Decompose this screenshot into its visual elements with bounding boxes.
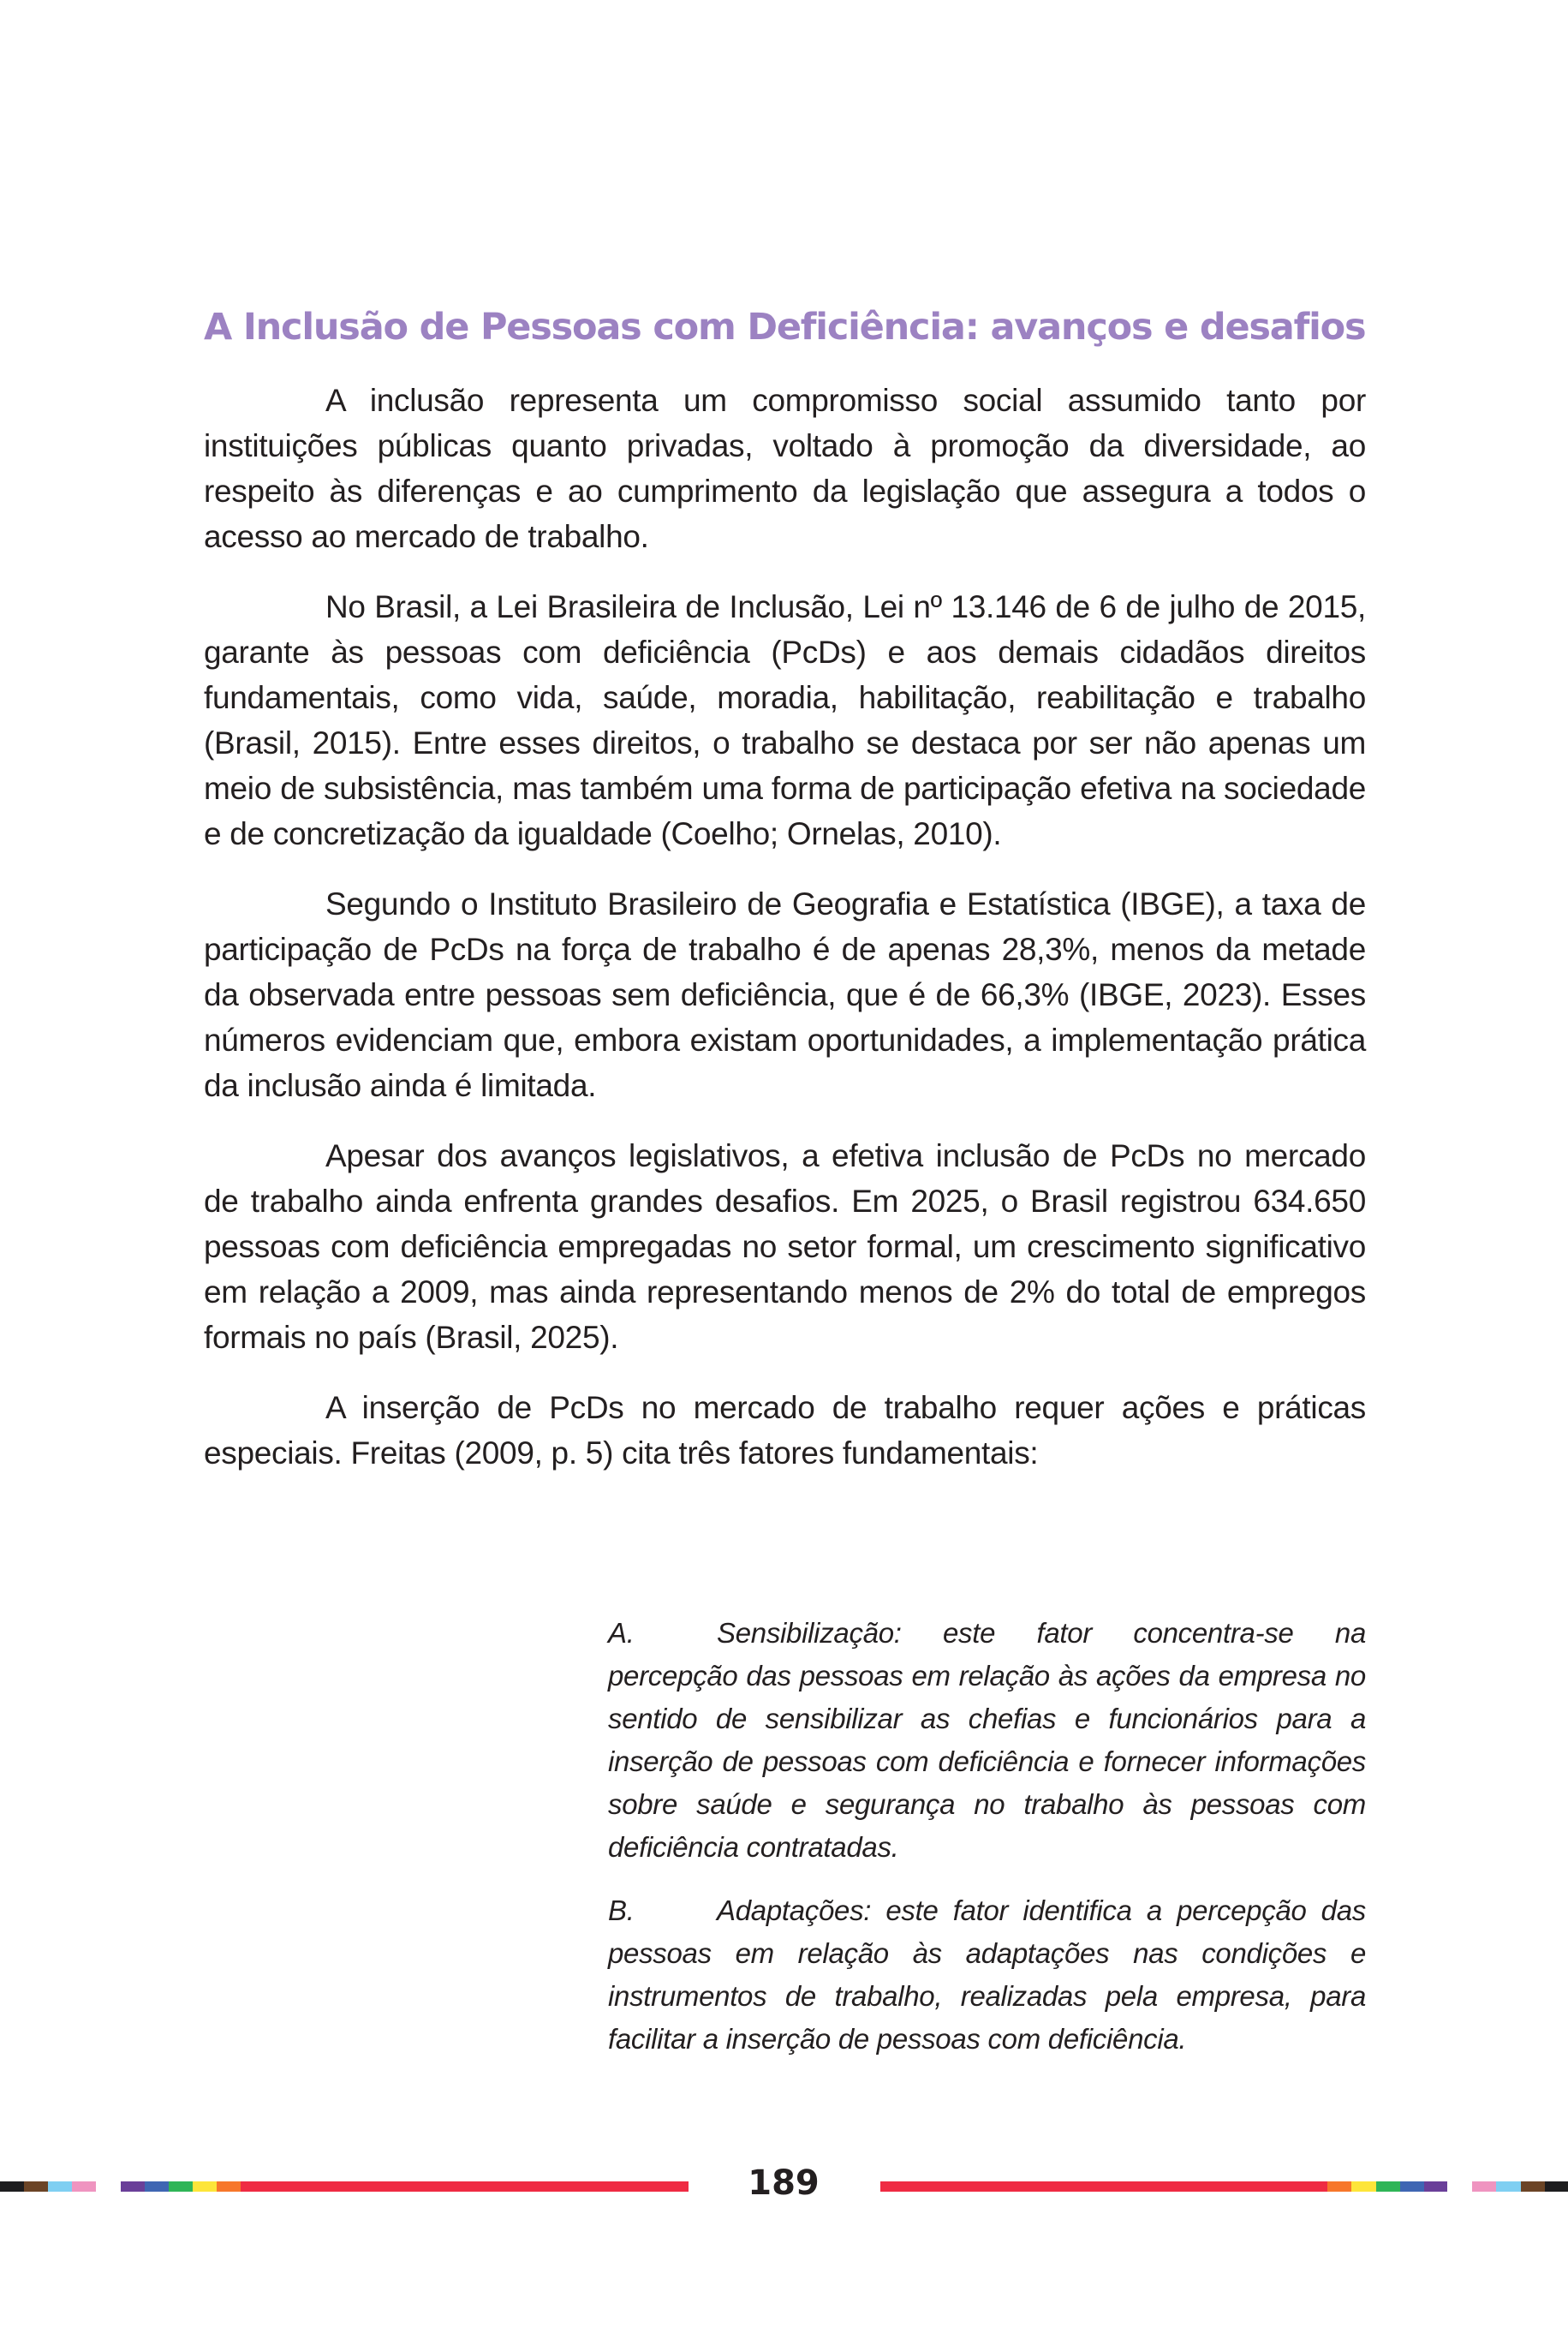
stripe-light-blue — [1496, 2181, 1521, 2192]
block-quote — [608, 1612, 1366, 2081]
stripe-green — [1376, 2181, 1400, 2192]
stripe-red-left — [241, 2181, 689, 2192]
quote-item-letter: B. — [608, 1894, 635, 1926]
stripe-blue — [145, 2181, 169, 2192]
paragraph-freitas-factors: A inserção de PcDs no mercado de trabalho requer ações e práticas especiais. Freitas (2009, p. 5) cita três fatores fundamentais: — [204, 1390, 1366, 1471]
stripe-green — [169, 2181, 193, 2192]
section-title: A Inclusão de Pessoas com Deficiência: avanços e desafios — [204, 306, 1366, 349]
paragraph-challenges-2025: Apesar dos avanços legislativos, a efetiva inclusão de PcDs no mercado de trabalho ainda enfrenta grandes desafios. Em 2025, o Brasil registrou 634.650 pessoas com deficiência empregadas no setor formal, um crescimento significativo em relação a 2009, mas ainda representando menos de 2% do total de empregos formais no país (Brasil, 2025). — [204, 1138, 1366, 1355]
stripe-red-right — [880, 2181, 1327, 2192]
stripe-brown — [1521, 2181, 1545, 2192]
stripe-pink — [72, 2181, 96, 2192]
stripe-pink — [1472, 2181, 1496, 2192]
paragraph-brazilian-inclusion-law: No Brasil, a Lei Brasileira de Inclusão, Lei nº 13.146 de 6 de julho de 2015, garante às pessoas com deficiência (PcDs) e aos demais cidadãos direitos fundamentais, como vida, saúde, moradia, habilitação, reabilitação e trabalho (Brasil, 2015). Entre esses direitos, o trabalho se destaca por ser não apenas um meio de subsistência, mas também uma forma de participação efetiva na sociedade e de concretização da igualdade (Coelho; Ornelas, 2010). — [204, 589, 1366, 851]
stripe-purple — [121, 2181, 145, 2192]
stripe-yellow — [1351, 2181, 1376, 2192]
stripe-brown — [24, 2181, 48, 2192]
paragraph-inclusion-commitment: A inclusão representa um compromisso social assumido tanto por instituições públicas quanto privadas, voltado à promoção da diversidade, ao respeito às diferenças e ao cumprimento da legislação que assegura a todos o acesso ao mercado de trabalho. — [204, 383, 1366, 554]
quote-item-a — [608, 1612, 1366, 1869]
paragraph-ibge-statistics: Segundo o Instituto Brasileiro de Geografia e Estatística (IBGE), a taxa de participação de PcDs na força de trabalho é de apenas 28,3%, menos da metade da observada entre pessoas sem deficiência, que é de 66,3% (IBGE, 2023). Esses números evidenciam que, embora existam oportunidades, a implementação prática da inclusão ainda é limitada. — [204, 886, 1366, 1103]
quote-item-text: Adaptações: este fator identifica a percepção das pessoas em relação às adaptações nas condições e instrumentos de trabalho, realizadas pela empresa, para facilitar a inserção de pessoas com deficiência. — [608, 1894, 1366, 2055]
quote-item-b — [608, 1889, 1366, 2061]
stripe-orange — [217, 2181, 241, 2192]
quote-item-text: Sensibilização: este fator concentra-se na percepção das pessoas em relação às ações da empresa no sentido de sensibilizar as chefias e funcionários para a inserção de pessoas com deficiência e fornecer informações sobre saúde e segurança no trabalho às pessoas com deficiência contratadas. — [608, 1617, 1366, 1863]
stripe-orange — [1327, 2181, 1351, 2192]
stripe-purple — [1424, 2181, 1447, 2192]
body-text — [204, 378, 1366, 1501]
stripe-blue — [1400, 2181, 1424, 2192]
stripe-black — [0, 2181, 24, 2192]
stripe-yellow — [193, 2181, 217, 2192]
quote-item-letter: A. — [608, 1617, 635, 1649]
stripe-black — [1545, 2181, 1568, 2192]
stripe-light-blue — [48, 2181, 72, 2192]
page-number: 189 — [748, 2163, 820, 2203]
